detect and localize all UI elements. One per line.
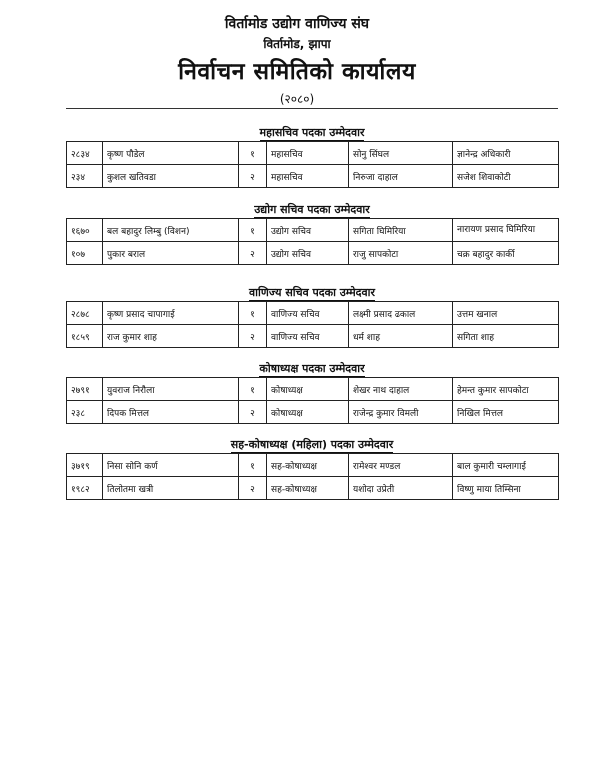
proposer-name: लक्ष्मी प्रसाद ढकाल (349, 302, 453, 325)
member-id: १८५९ (67, 325, 103, 348)
post-name: सह-कोषाध्यक्ष (267, 477, 349, 500)
candidate-table (66, 218, 559, 265)
post-name: वाणिज्य सचिव (267, 302, 349, 325)
serial-number: १ (239, 378, 267, 401)
seconder-name: हेमन्त कुमार सापकोटा (453, 378, 559, 401)
seconder-name: ज्ञानेन्द्र अधिकारी (453, 142, 559, 165)
candidate-name: कृष्ण पौडेल (103, 142, 239, 165)
table-row (67, 219, 559, 242)
seconder-name: नारायण प्रसाद घिमिरिया (453, 219, 559, 242)
section-treasurer (66, 360, 558, 424)
serial-number: २ (239, 477, 267, 500)
candidate-name: तिलोतमा खत्री (103, 477, 239, 500)
member-id: १९८२ (67, 477, 103, 500)
table-row (67, 165, 559, 188)
table-row (67, 454, 559, 477)
post-name: वाणिज्य सचिव (267, 325, 349, 348)
table-row (67, 325, 559, 348)
post-name: महासचिव (267, 165, 349, 188)
organization-location: विर्तामोड, झापा (263, 37, 331, 51)
member-id: २८७८ (67, 302, 103, 325)
post-name: उद्योग सचिव (267, 242, 349, 265)
proposer-name: यशोदा उप्रेती (349, 477, 453, 500)
table-row (67, 302, 559, 325)
post-name: महासचिव (267, 142, 349, 165)
serial-number: १ (239, 142, 267, 165)
organization-name: विर्तामोड उद्योग वाणिज्य संघ (224, 16, 370, 32)
post-name: कोषाध्यक्ष (267, 401, 349, 424)
candidate-name: युवराज निरौला (103, 378, 239, 401)
candidate-name: कृष्ण प्रसाद चापागाई (103, 302, 239, 325)
candidate-table (66, 141, 559, 188)
section-co-treasurer-women (66, 436, 558, 500)
serial-number: २ (239, 242, 267, 265)
serial-number: १ (239, 454, 267, 477)
proposer-name: रामेश्वर मण्डल (349, 454, 453, 477)
serial-number: २ (239, 401, 267, 424)
seconder-name: निखिल मित्तल (453, 401, 559, 424)
serial-number: २ (239, 325, 267, 348)
candidate-name: निसा सोनि कर्ण (103, 454, 239, 477)
section-industry-secretary (66, 201, 558, 265)
section-commerce-secretary (66, 284, 558, 348)
post-name: उद्योग सचिव (267, 219, 349, 242)
table-row (67, 378, 559, 401)
proposer-name: धर्म शाह (349, 325, 453, 348)
table-row (67, 477, 559, 500)
candidate-name: दिपक मित्तल (103, 401, 239, 424)
page-title: निर्वाचन समितिको कार्यालय (178, 59, 416, 85)
candidate-name: कुशल खतिवडा (103, 165, 239, 188)
serial-number: १ (239, 302, 267, 325)
member-id: १६७० (67, 219, 103, 242)
candidate-name: राज कुमार शाह (103, 325, 239, 348)
seconder-name: सगिता शाह (453, 325, 559, 348)
proposer-name: राजु सापकोटा (349, 242, 453, 265)
member-id: २८३४ (67, 142, 103, 165)
table-row (67, 142, 559, 165)
seconder-name: सजेश शिवाकोटी (453, 165, 559, 188)
proposer-name: सोनु सिंघल (349, 142, 453, 165)
member-id: २७९१ (67, 378, 103, 401)
serial-number: १ (239, 219, 267, 242)
candidate-table (66, 453, 559, 500)
member-id: २३८ (67, 401, 103, 424)
seconder-name: उत्तम खनाल (453, 302, 559, 325)
section-title: वाणिज्य सचिव पदका उम्मेदवार (249, 286, 375, 299)
seconder-name: विष्णु माया तिम्सिना (453, 477, 559, 500)
post-name: सह-कोषाध्यक्ष (267, 454, 349, 477)
section-title: कोषाध्यक्ष पदका उम्मेदवार (259, 362, 365, 375)
member-id: १०७ (67, 242, 103, 265)
serial-number: २ (239, 165, 267, 188)
section-title: उद्योग सचिव पदका उम्मेदवार (254, 203, 370, 216)
member-id: ३७१९ (67, 454, 103, 477)
header-divider (66, 108, 558, 109)
candidate-table (66, 377, 559, 424)
candidate-name: बल बहादुर लिम्बु (विशन) (103, 219, 239, 242)
candidate-table (66, 301, 559, 348)
table-row (67, 401, 559, 424)
post-name: कोषाध्यक्ष (267, 378, 349, 401)
year-label: (२०८०) (279, 92, 315, 106)
section-title: सह-कोषाध्यक्ष (महिला) पदका उम्मेदवार (230, 438, 394, 451)
proposer-name: निरुजा दाहाल (349, 165, 453, 188)
seconder-name: बाल कुमारी चम्लागाई (453, 454, 559, 477)
section-title: महासचिव पदका उम्मेदवार (259, 126, 365, 139)
member-id: २३४ (67, 165, 103, 188)
table-row (67, 242, 559, 265)
seconder-name: चक्र बहादुर कार्की (453, 242, 559, 265)
proposer-name: राजेन्द्र कुमार विमली (349, 401, 453, 424)
proposer-name: शेखर नाथ दाहाल (349, 378, 453, 401)
section-general-secretary (66, 124, 558, 188)
candidate-name: पुकार बराल (103, 242, 239, 265)
proposer-name: सगिता घिमिरिया (349, 219, 453, 242)
